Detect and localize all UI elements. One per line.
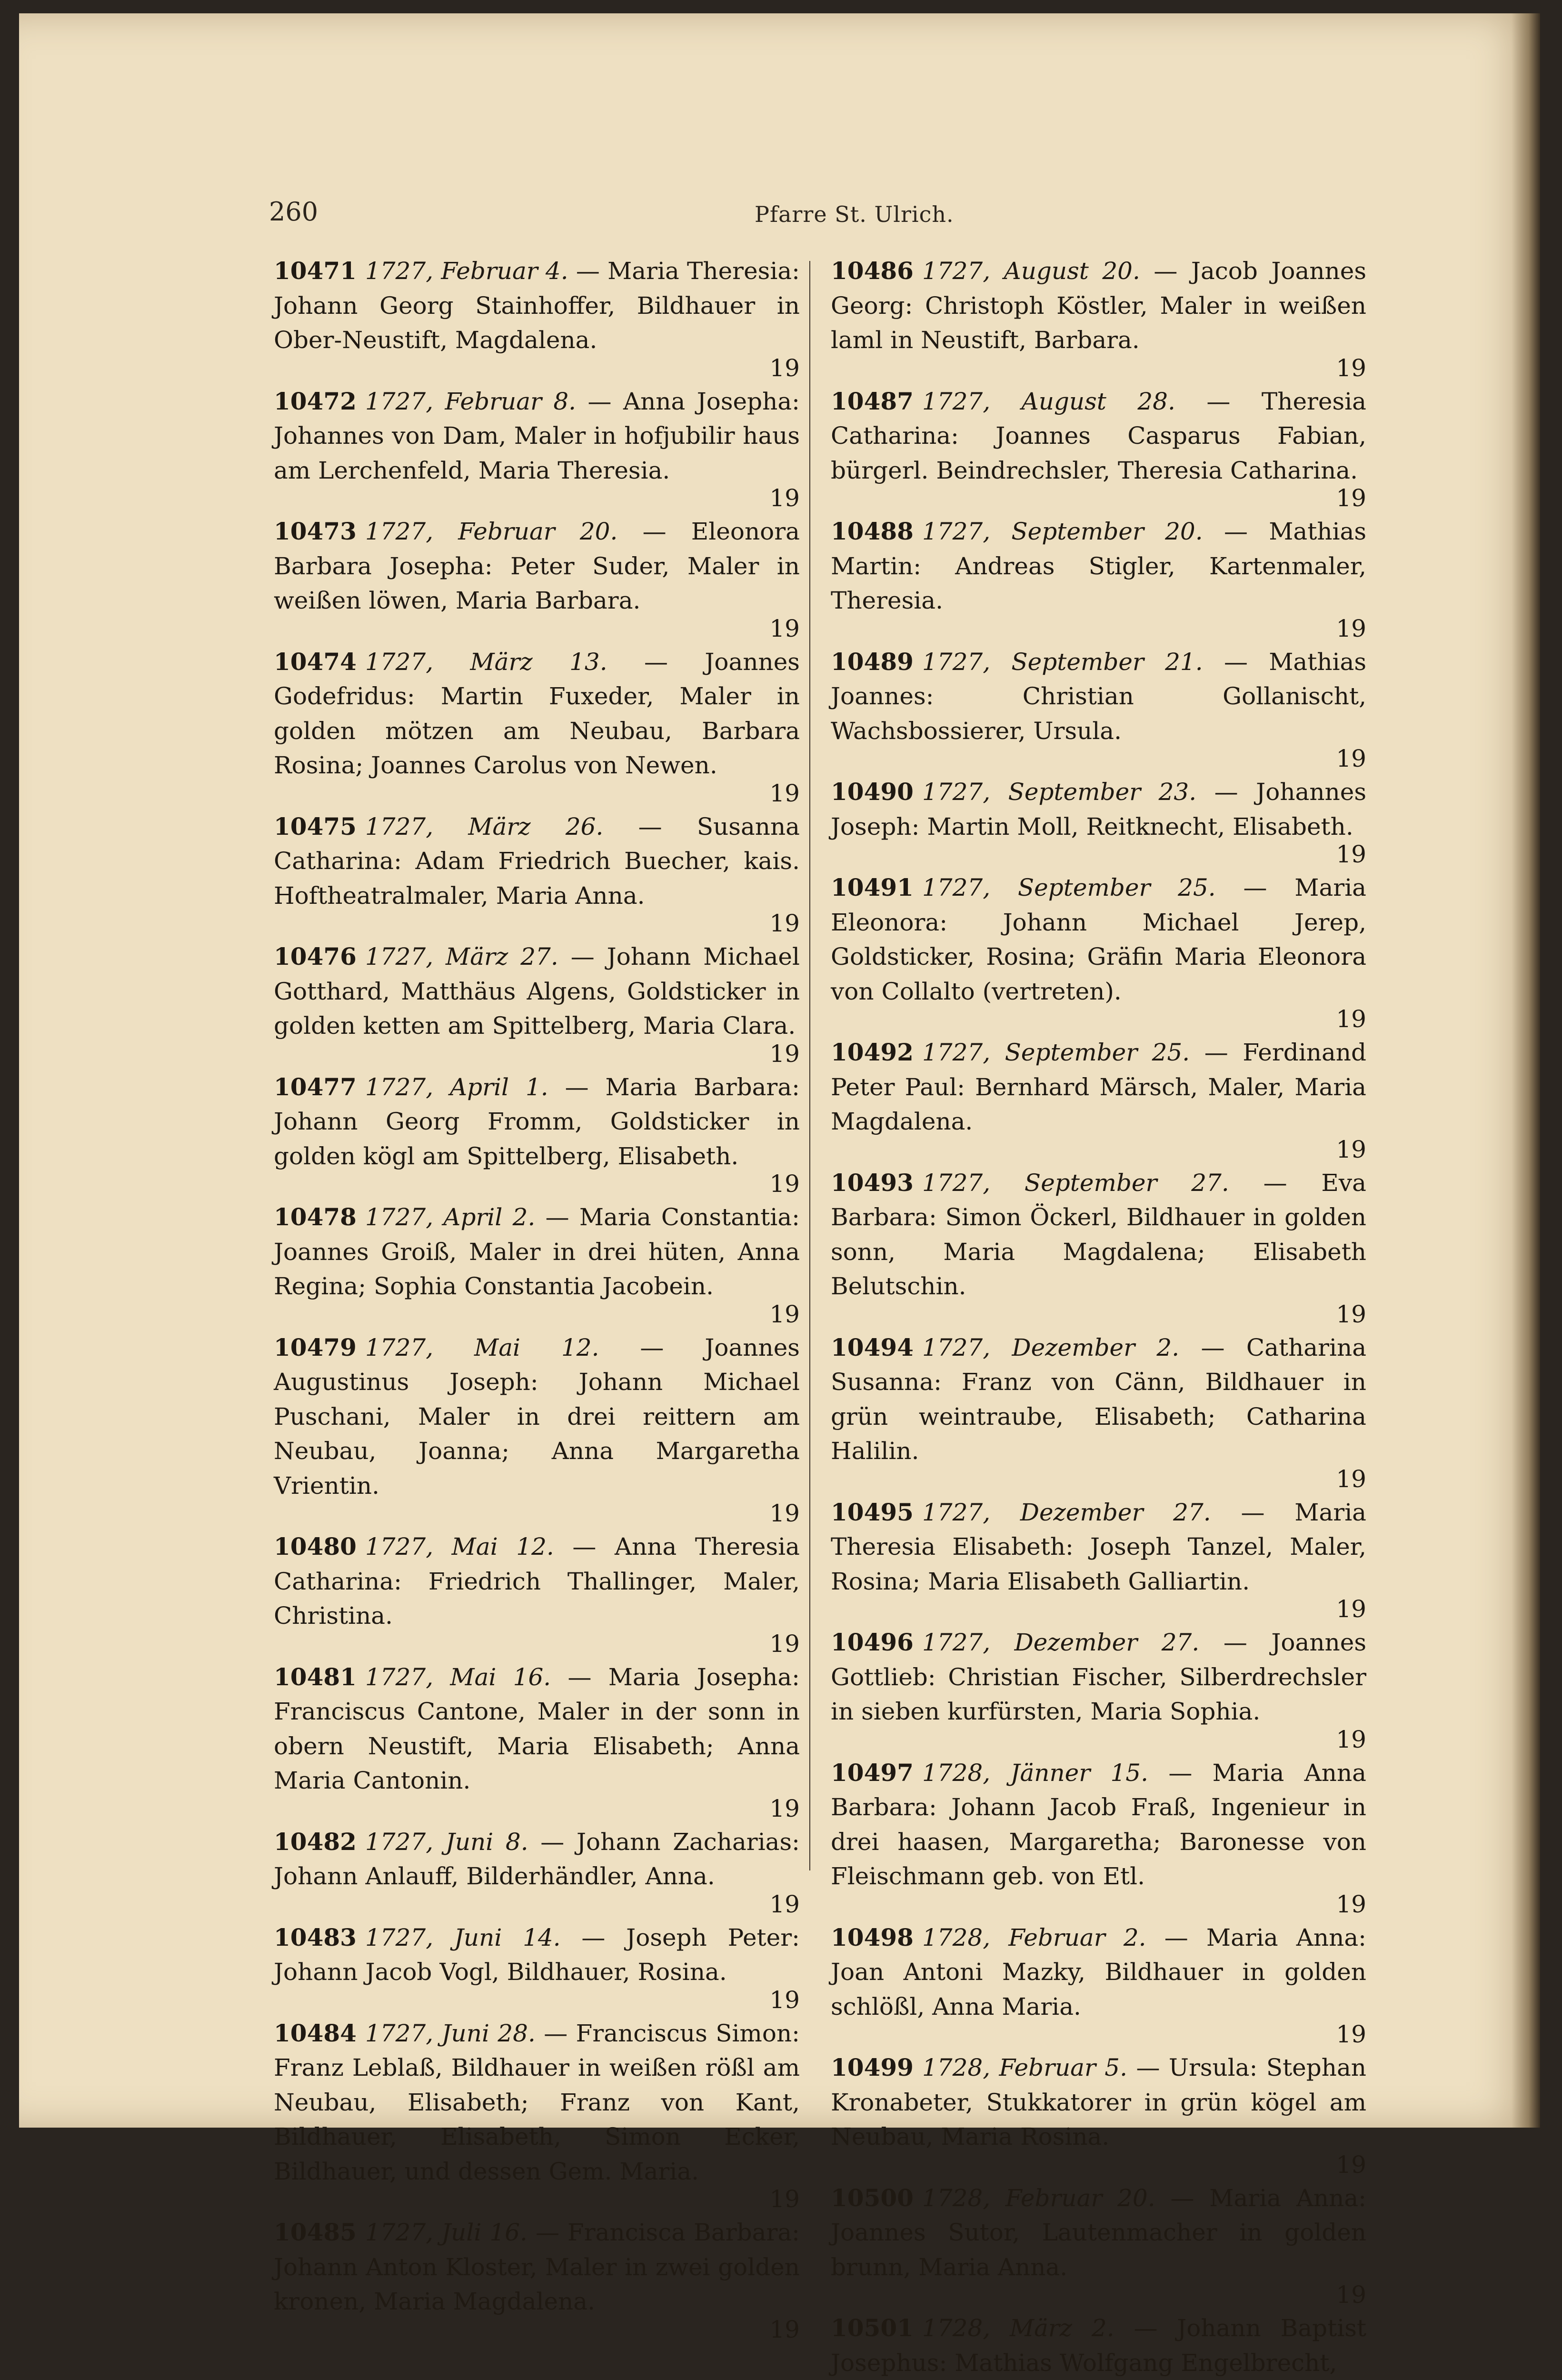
entry-folio: 19	[1336, 2020, 1366, 2048]
entry-date: 1727, März 26.	[365, 812, 604, 840]
entry-text: — Maria Anna: Joannes Sutor, Lautenmacher in golden brunn, Maria Anna.	[831, 2184, 1366, 2281]
register-entry	[831, 2050, 1366, 2179]
register-entry	[831, 870, 1366, 1033]
register-entry	[274, 254, 800, 382]
entry-folio: 19	[1336, 484, 1366, 512]
entry-date: 1727, September 27.	[922, 1169, 1229, 1197]
entry-text: — Francisca Barbara: Johann Anton Kloster, Maler in zwei golden kronen, Maria Magdalena.	[274, 2219, 800, 2315]
register-entry	[831, 1495, 1366, 1624]
entry-text: — Maria Eleonora: Johann Michael Jerep, Goldsticker, Rosina; Gräfin Maria Eleonora von Collalto (vertreten).	[831, 874, 1366, 1005]
register-entry	[274, 514, 800, 643]
entry-date: 1727, Februar 4.	[365, 257, 568, 285]
register-entry	[274, 1330, 800, 1528]
entry-text: — Theresia Catharina: Joannes Casparus Fabian, bürgerl. Beindrechsler, Theresia Catharina.	[831, 387, 1366, 484]
entry-number: 10495	[831, 1498, 914, 1526]
register-entry	[274, 1070, 800, 1199]
entry-folio: 19	[1336, 2150, 1366, 2179]
entry-folio: 19	[1336, 1725, 1366, 1753]
entry-text: — Mathias Martin: Andreas Stigler, Kartenmaler, Theresia.	[831, 518, 1366, 614]
register-entry	[831, 1625, 1366, 1754]
entry-folio: 19	[769, 484, 800, 512]
entry-date: 1727, September 20.	[922, 518, 1203, 545]
entry-text: — Ursula: Stephan Kronabeter, Stukkatorer in grün kögel am Neubau, Maria Rosina.	[831, 2054, 1366, 2150]
register-entry	[831, 384, 1366, 513]
entry-folio: 19	[769, 1500, 800, 1527]
entry-date: 1727, Mai 16.	[365, 1663, 551, 1691]
entry-text: — Joannes Godefridus: Martin Fuxeder, Maler in golden mötzen am Neubau, Barbara Rosina; Joannes Carolus von Newen.	[274, 648, 800, 779]
entry-text: — Maria Theresia Elisabeth: Joseph Tanzel, Maler, Rosina; Maria Elisabeth Galliartin.	[831, 1498, 1366, 1595]
register-entry	[831, 2181, 1366, 2310]
left-column	[274, 254, 800, 2346]
entry-date: 1728, Jänner 15.	[922, 1759, 1148, 1787]
entry-number: 10478	[274, 1203, 357, 1231]
entry-text: — Maria Anna Barbara: Johann Jacob Fraß, Ingenieur in drei haasen, Margaretha; Baronesse von Fleischmann geb. von Etl.	[831, 1759, 1366, 1890]
entry-number: 10497	[831, 1758, 914, 1787]
entry-number: 10492	[831, 1038, 914, 1066]
entry-number: 10481	[274, 1662, 357, 1691]
entry-date: 1727, Dezember 2.	[922, 1333, 1180, 1361]
running-head: Pfarre St. Ulrich.	[755, 201, 954, 227]
entry-folio: 19	[1336, 745, 1366, 772]
entry-date: 1727, August 28.	[922, 387, 1175, 415]
book-page	[19, 13, 1540, 2377]
register-entry	[831, 775, 1366, 869]
entry-date: 1727, Dezember 27.	[922, 1498, 1211, 1526]
entry-folio: 19	[1336, 1890, 1366, 1918]
entry-date: 1728, Februar 5.	[922, 2054, 1128, 2081]
entry-date: 1728, Februar 20.	[922, 2184, 1155, 2212]
register-entry	[831, 1920, 1366, 2049]
entry-number: 10500	[831, 2183, 914, 2212]
entry-folio: 19	[769, 910, 800, 937]
register-entry	[831, 645, 1366, 773]
register-entry	[831, 514, 1366, 643]
entry-number: 10480	[274, 1532, 357, 1560]
entry-date: 1727, Februar 20.	[365, 518, 618, 545]
entry-number: 10486	[831, 257, 914, 285]
register-entry	[831, 1330, 1366, 1493]
entry-date: 1727, Dezember 27.	[922, 1629, 1200, 1656]
entry-date: 1727, März 13.	[365, 648, 607, 676]
register-entry	[831, 2311, 1366, 2380]
register-entry	[274, 2215, 800, 2344]
entry-text: — Johann Michael Gotthard, Matthäus Algens, Goldsticker in golden ketten am Spittelberg, Maria Clara.	[274, 943, 800, 1040]
entry-date: 1727, August 20.	[922, 257, 1140, 285]
book-spine-shadow	[1512, 13, 1540, 2128]
entry-text: — Maria Constantia: Joannes Groiß, Maler in drei hüten, Anna Regina; Sophia Constantia Jacobein.	[274, 1203, 800, 1300]
entry-date: 1727, September 23.	[922, 778, 1197, 806]
entry-number: 10472	[274, 387, 357, 415]
entry-number: 10491	[831, 873, 914, 901]
entry-date: 1727, September 25.	[922, 874, 1216, 901]
entry-number: 10496	[831, 1628, 914, 1656]
entry-number: 10498	[831, 1923, 914, 1951]
entry-text: — Johann Baptist Josephus: Mathias Wolfgang Engelbrecht,	[831, 2314, 1366, 2377]
register-entry	[831, 1756, 1366, 1919]
entry-text: — Susanna Catharina: Adam Friedrich Buecher, kais. Hoftheatralmaler, Maria Anna.	[274, 812, 800, 910]
entry-text: — Ferdinand Peter Paul: Bernhard Märsch, Maler, Maria Magdalena.	[831, 1039, 1366, 1135]
entry-text: — Anna Josepha: Johannes von Dam, Maler in hofjubilir haus am Lerchenfeld, Maria Theresia.	[274, 387, 800, 484]
entry-date: 1727, Februar 8.	[365, 387, 577, 415]
entry-number: 10494	[831, 1333, 914, 1361]
entry-number: 10474	[274, 647, 357, 676]
entry-number: 10473	[274, 517, 357, 545]
entry-number: 10476	[274, 942, 357, 970]
entry-text: — Franciscus Simon: Franz Leblaß, Bildhauer in weißen rößl am Neubau, Elisabeth; Franz von Kant, Bildhauer, Elisabeth, Simon Ecker, Bildhauer, und dessen Gem. Maria.	[274, 2019, 800, 2185]
register-entry	[831, 1035, 1366, 1164]
register-entry	[274, 1200, 800, 1329]
register-entry	[274, 810, 800, 938]
entry-folio: 19	[769, 1040, 800, 1068]
entry-text: — Eleonora Barbara Josepha: Peter Suder, Maler in weißen löwen, Maria Barbara.	[274, 518, 800, 614]
register-entry	[274, 1825, 800, 1919]
entry-folio: 19	[769, 779, 800, 807]
entry-number: 10483	[274, 1923, 357, 1951]
entry-number: 10489	[831, 647, 914, 676]
entry-text: — Joannes Augustinus Joseph: Johann Michael Puschani, Maler in drei reittern am Neubau, Joanna; Anna Margaretha Vrientin.	[274, 1333, 800, 1500]
entry-folio: 19	[769, 1794, 800, 1822]
entry-date: 1727, März 27.	[365, 943, 558, 970]
entry-folio: 19	[769, 1986, 800, 2014]
entry-text: — Anna Theresia Catharina: Friedrich Thallinger, Maler, Christina.	[274, 1533, 800, 1630]
entry-number: 10493	[831, 1168, 914, 1197]
entry-date: 1727, Juni 28.	[365, 2019, 536, 2047]
register-entry	[274, 940, 800, 1068]
entry-folio: 19	[769, 1170, 800, 1198]
entry-date: 1727, September 21.	[922, 648, 1203, 676]
register-entry	[274, 384, 800, 513]
entry-date: 1727, September 25.	[922, 1039, 1190, 1066]
entry-number: 10484	[274, 2019, 357, 2047]
entry-number: 10471	[274, 257, 357, 285]
entry-date: 1727, April 2.	[365, 1203, 536, 1231]
register-entry	[274, 1920, 800, 2014]
entry-text: — Catharina Susanna: Franz von Cänn, Bildhauer in grün weintraube, Elisabeth; Catharina Halilin.	[831, 1333, 1367, 1465]
entry-date: 1727, Mai 12.	[365, 1533, 554, 1560]
entry-folio: 19	[1336, 1005, 1366, 1033]
entry-text: — Joannes Gottlieb: Christian Fischer, Silberdrechsler in sieben kurfürsten, Maria Sophia.	[831, 1629, 1366, 1725]
entry-folio: 19	[769, 354, 800, 382]
register-entry	[274, 1530, 800, 1658]
entry-text: — Johannes Joseph: Martin Moll, Reitknecht, Elisabeth.	[831, 778, 1366, 840]
register-entry	[274, 645, 800, 808]
entry-folio: 19	[1336, 1300, 1366, 1328]
column-divider	[809, 261, 810, 1870]
entry-folio: 19	[1336, 840, 1366, 868]
entry-folio: 19	[769, 2315, 800, 2343]
entry-date: 1727, Mai 12.	[365, 1333, 599, 1361]
entry-number: 10488	[831, 517, 914, 545]
entry-date: 1727, Juni 14.	[365, 1923, 561, 1951]
entry-date: 1727, April 1.	[365, 1073, 548, 1101]
entry-number: 10477	[274, 1072, 357, 1101]
entry-folio: 19	[769, 1300, 800, 1328]
entry-folio: 19	[1336, 1595, 1366, 1623]
register-entry	[831, 254, 1366, 382]
register-entry	[274, 1660, 800, 1823]
entry-folio: 19	[769, 1630, 800, 1658]
entry-number: 10501	[831, 2314, 914, 2342]
entry-text: — Maria Josepha: Franciscus Cantone, Maler in der sonn in obern Neustift, Maria Elisabeth; Anna Maria Cantonin.	[274, 1663, 800, 1794]
entry-number: 10485	[274, 2218, 357, 2246]
entry-number: 10475	[274, 812, 357, 840]
right-column	[831, 254, 1366, 2378]
register-entry	[831, 1166, 1366, 1329]
entry-folio: 19	[1336, 354, 1366, 382]
entry-date: 1728, März 2.	[922, 2314, 1114, 2342]
entry-number: 10479	[274, 1333, 357, 1361]
entry-text: — Mathias Joannes: Christian Gollanischt, Wachsbossierer, Ursula.	[831, 648, 1366, 745]
entry-folio: 19	[1336, 614, 1366, 642]
entry-date: 1727, Juli 16.	[365, 2219, 527, 2246]
entry-number: 10490	[831, 778, 914, 806]
entry-date: 1728, Februar 2.	[922, 1923, 1146, 1951]
entry-folio: 19	[1336, 1135, 1366, 1163]
entry-text: — Joseph Peter: Johann Jacob Vogl, Bildhauer, Rosina.	[274, 1923, 800, 1986]
entry-text: — Maria Theresia: Johann Georg Stainhoffer, Bildhauer in Ober-Neustift, Magdalena.	[274, 257, 800, 354]
register-entry	[274, 2016, 800, 2214]
entry-number: 10482	[274, 1827, 357, 1856]
entry-text: — Maria Anna: Joan Antoni Mazky, Bildhauer in golden schlößl, Anna Maria.	[831, 1923, 1366, 2020]
entry-text: — Eva Barbara: Simon Öckerl, Bildhauer in golden sonn, Maria Magdalena; Elisabeth Belutschin.	[831, 1169, 1366, 1300]
entry-text: — Johann Zacharias: Johann Anlauff, Bilderhändler, Anna.	[274, 1828, 800, 1890]
entry-folio: 19	[769, 1890, 800, 1918]
entry-text: — Jacob Joannes Georg: Christoph Köstler, Maler in weißen laml in Neustift, Barbara.	[831, 257, 1366, 354]
entry-folio: 19	[1336, 2281, 1366, 2309]
entry-text: — Maria Barbara: Johann Georg Fromm, Goldsticker in golden kögl am Spittelberg, Elisabeth.	[274, 1073, 800, 1170]
page-number: 260	[269, 197, 318, 227]
entry-folio: 19	[1336, 1465, 1366, 1493]
entry-folio: 19	[769, 614, 800, 642]
entry-date: 1727, Juni 8.	[365, 1828, 528, 1856]
entry-number: 10499	[831, 2053, 914, 2081]
entry-number: 10487	[831, 387, 914, 415]
entry-folio: 19	[769, 2185, 800, 2213]
